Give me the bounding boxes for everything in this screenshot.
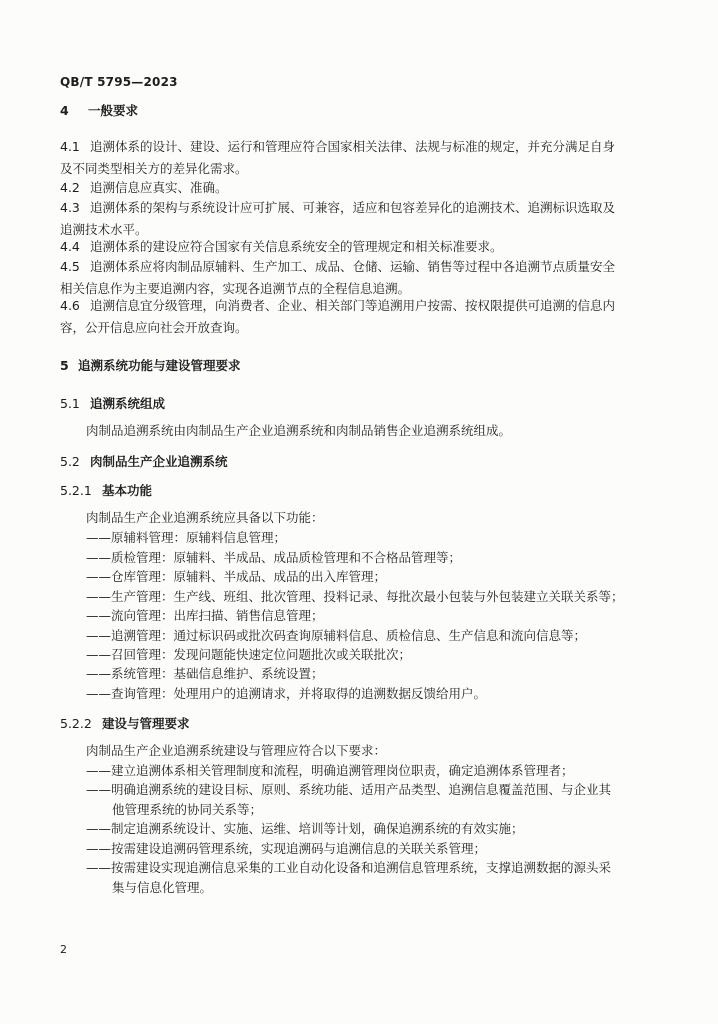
section-title: 追溯系统功能与建设管理要求: [78, 358, 241, 373]
section-5-2-1-heading: [60, 481, 152, 499]
paragraph: 肉制品生产企业追溯系统应具备以下功能：: [86, 510, 324, 525]
clause-number: 4.4: [60, 239, 80, 254]
clause-text: 追溯体系的设计、建设、运行和管理应符合国家相关法律、法规与标准的规定，并充分满足自身: [90, 139, 616, 154]
clause-4-2: [60, 177, 660, 199]
section-number: 5.2.1: [60, 483, 92, 498]
list-item: ——质检管理：原辅料、半成品、成品质检管理和不合格品管理等；: [86, 550, 462, 565]
list-item: ——建立追溯体系相关管理制度和流程，明确追溯管理岗位职责，确定追溯体系管理者；: [86, 763, 574, 778]
section-number: 5.2.2: [60, 716, 92, 731]
list-item: ——仓库管理：原辅料、半成品、成品的出入库管理；: [86, 569, 387, 584]
list-item: ——原辅料管理：原辅料信息管理；: [86, 530, 287, 545]
clause-number: 4.5: [60, 259, 80, 274]
clause-text: 追溯体系的建设应符合国家有关信息系统安全的管理规定和相关标准要求。: [90, 239, 503, 254]
list-item: ——系统管理：基础信息维护、系统设置；: [86, 666, 324, 681]
clause-4-3: [60, 197, 660, 241]
list-item-continuation: 他管理系统的协同关系等；: [112, 802, 263, 817]
clause-4-1: [60, 136, 660, 180]
section-title: 追溯系统组成: [90, 396, 166, 411]
clause-4-4: [60, 236, 660, 258]
clause-text: 追溯体系的架构与系统设计应可扩展、可兼容，适应和包容差异化的追溯技术、追溯标识选取及: [90, 200, 616, 215]
section-5-heading: [60, 356, 241, 374]
clause-text: 相关信息作为主要追溯内容，实现各追溯节点的全程信息追溯。: [60, 281, 411, 296]
clause-4-5: [60, 256, 660, 300]
section-5-1-heading: [60, 394, 165, 412]
clause-number: 4.3: [60, 200, 80, 215]
list-item: ——按需建设实现追溯信息采集的工业自动化设备和追溯信息管理系统，支撑追溯数据的源头采: [86, 860, 612, 875]
page-number: 2: [60, 943, 67, 956]
clause-text: 追溯体系应将肉制品原辅料、生产加工、成品、仓储、运输、销售等过程中各追溯节点质量安全: [90, 259, 616, 274]
section-number: 5.2: [60, 454, 80, 469]
section-title: 基本功能: [102, 483, 153, 498]
section-title: 肉制品生产企业追溯系统: [90, 454, 228, 469]
clause-text: 追溯信息宜分级管理，向消费者、企业、相关部门等追溯用户按需、按权限提供可追溯的信息内: [90, 298, 616, 313]
section-5-2-2-heading: [60, 714, 190, 732]
section-5-2-heading: [60, 452, 228, 470]
list-item: ——按需建设追溯码管理系统，实现追溯码与追溯信息的关联关系管理；: [86, 841, 487, 856]
clause-4-6: [60, 295, 660, 339]
clause-number: 4.1: [60, 139, 80, 154]
list-item: ——流向管理：出库扫描、销售信息管理；: [86, 608, 324, 623]
section-title: 一般要求: [88, 103, 139, 118]
list-item: ——追溯管理：通过标识码或批次码查询原辅料信息、质检信息、生产信息和流向信息等；: [86, 628, 587, 643]
paragraph: 肉制品生产企业追溯系统建设与管理应符合以下要求：: [86, 743, 387, 758]
section-4-heading: [60, 101, 138, 119]
list-item: ——查询管理：处理用户的追溯请求，并将取得的追溯数据反馈给用户。: [86, 686, 487, 701]
section-number: 5: [60, 358, 69, 373]
standard-code: QB/T 5795—2023: [60, 75, 178, 89]
section-number: 4: [60, 103, 69, 118]
section-number: 5.1: [60, 396, 80, 411]
list-item: ——明确追溯系统的建设目标、原则、系统功能、适用产品类型、追溯信息覆盖范围、与企业其: [86, 782, 612, 797]
clause-number: 4.2: [60, 180, 80, 195]
paragraph: 肉制品追溯系统由肉制品生产企业追溯系统和肉制品销售企业追溯系统组成。: [86, 423, 512, 438]
list-item: ——召回管理：发现问题能快速定位问题批次或关联批次；: [86, 647, 412, 662]
list-item: ——制定追溯系统设计、实施、运维、培训等计划，确保追溯系统的有效实施；: [86, 821, 524, 836]
section-title: 建设与管理要求: [102, 716, 190, 731]
clause-number: 4.6: [60, 298, 80, 313]
clause-text: 容，公开信息应向社会开放查询。: [60, 320, 248, 335]
clause-text: 追溯信息应真实、准确。: [90, 180, 228, 195]
clause-text: 追溯技术水平。: [60, 222, 148, 237]
clause-text: 及不同类型相关方的差异化需求。: [60, 161, 248, 176]
list-item-continuation: 集与信息化管理。: [112, 880, 213, 895]
list-item: ——生产管理：生产线、班组、批次管理、投料记录、每批次最小包装与外包装建立关联关系等；: [86, 589, 624, 604]
